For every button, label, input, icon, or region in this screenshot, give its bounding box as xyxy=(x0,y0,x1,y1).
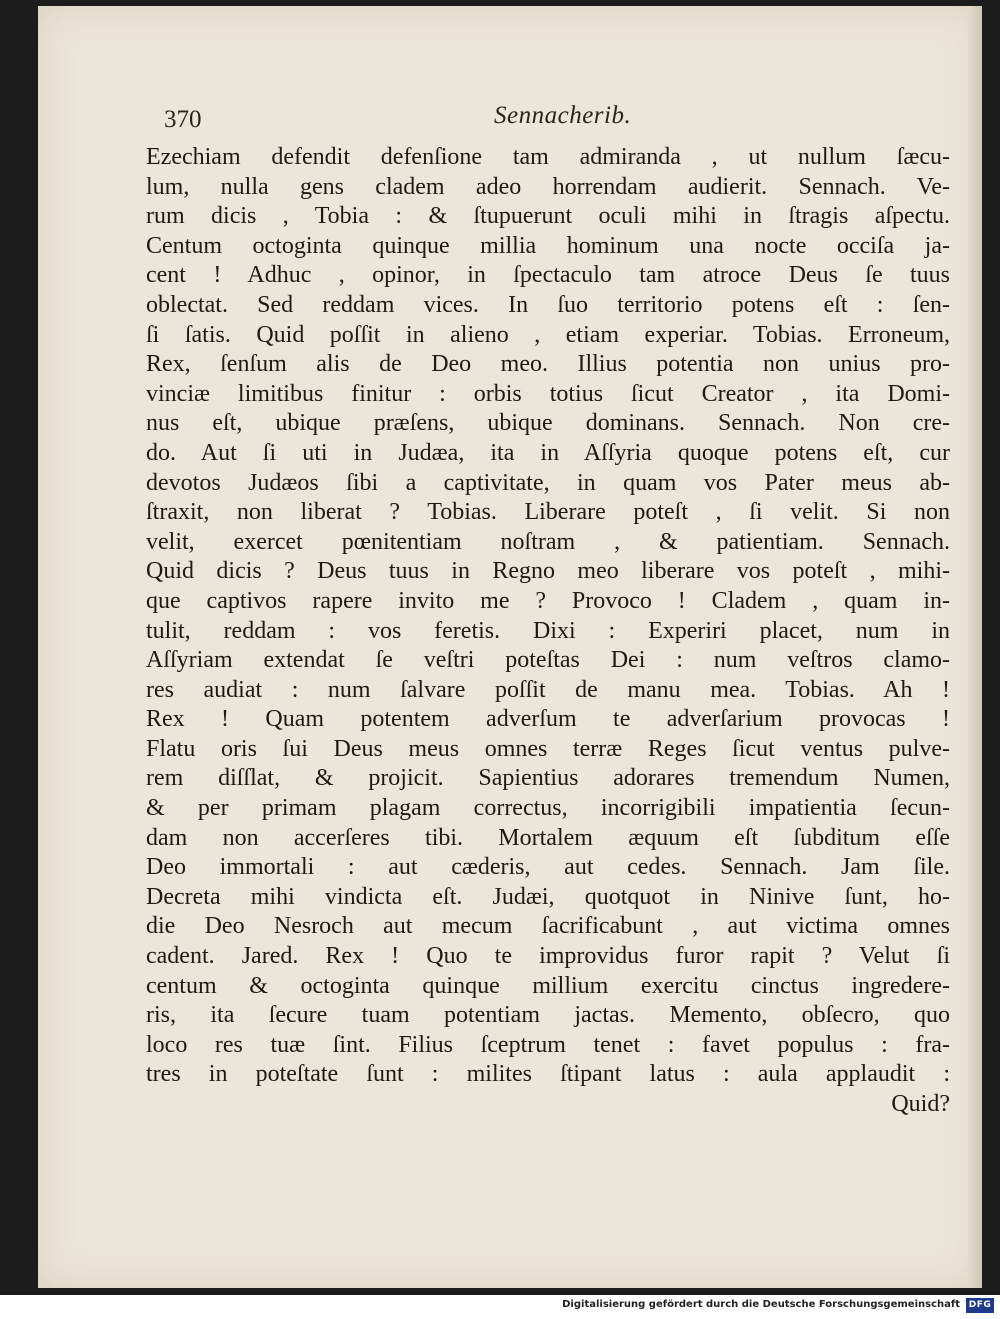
text-line: ſtraxit, non liberat ? Tobias. Liberare poteſt , ſi velit. Si non xyxy=(146,499,950,526)
text-line: tulit, reddam : vos feretis. Dixi : Experiri placet, num in xyxy=(146,617,950,644)
text-line: ris, ita ſecure tuam potentiam jactas. Memento, obſecro, quo xyxy=(146,1002,950,1029)
text-line: que captivos rapere invito me ? Provoco ! Cladem , quam in- xyxy=(146,587,950,614)
text-line: vinciæ limitibus finitur : orbis totius ſicut Creator , ita Domi- xyxy=(146,380,950,407)
running-title: Sennacherib. xyxy=(494,102,632,129)
text-line: res audiat : num ſalvare poſſit de manu mea. Tobias. Ah ! xyxy=(146,676,950,703)
text-line: ſi ſatis. Quid poſſit in alieno , etiam experiar. Tobias. Erroneum, xyxy=(146,321,950,348)
digitization-credit: Digitalisierung gefördert durch die Deutsche Forschungsgemeinschaft xyxy=(562,1299,960,1310)
page-number: 370 xyxy=(164,106,202,133)
text-line: cadent. Jared. Rex ! Quo te improvidus furor rapit ? Velut ſi xyxy=(146,943,950,970)
text-line: Quid dicis ? Deus tuus in Regno meo liberare vos poteſt , mihi- xyxy=(146,558,950,585)
text-line: Rex, ſenſum alis de Deo meo. Illius potentia non unius pro- xyxy=(146,351,950,378)
text-line: velit, exercet pœnitentiam noſtram , & patientiam. Sennach. xyxy=(146,528,950,555)
text-line: centum & octoginta quinque millium exercitu cinctus ingredere- xyxy=(146,972,950,999)
text-line: tres in poteſtate ſunt : milites ſtipant latus : aula applaudit : xyxy=(146,1061,950,1088)
footer-bar xyxy=(0,1295,1000,1319)
text-line: Deo immortali : aut cæderis, aut cedes. Sennach. Jam ſile. xyxy=(146,854,950,881)
text-line: Aſſyriam extendat ſe veſtri poteſtas Dei : num veſtros clamo- xyxy=(146,647,950,674)
text-line: & per primam plagam correctus, incorrigibili impatientia ſecun- xyxy=(146,795,950,822)
text-line: dam non accerſeres tibi. Mortalem æquum eſt ſubditum eſſe xyxy=(146,824,950,851)
dfg-logo: DFG xyxy=(966,1298,994,1313)
text-line: Ezechiam defendit defenſione tam admiranda , ut nullum ſæcu- xyxy=(146,144,950,170)
text-line: loco res tuæ ſint. Filius ſceptrum tenet : favet populus : fra- xyxy=(146,1031,950,1058)
text-line: lum, nulla gens cladem adeo horrendam audierit. Sennach. Ve- xyxy=(146,173,950,200)
text-line: Rex ! Quam potentem adverſum te adverſarium provocas ! xyxy=(146,706,950,733)
running-head xyxy=(164,102,924,138)
page-edge xyxy=(968,6,982,1288)
text-line: nus eſt, ubique præſens, ubique dominans. Sennach. Non cre- xyxy=(146,410,950,437)
text-line: devotos Judæos ſibi a captivitate, in quam vos Pater meus ab- xyxy=(146,469,950,496)
text-line: die Deo Nesroch aut mecum ſacrificabunt , aut victima omnes xyxy=(146,913,950,940)
text-line: Centum octoginta quinque millia hominum una nocte occiſa ja- xyxy=(146,232,950,259)
catchword: Quid? xyxy=(891,1091,950,1117)
text-line: rum dicis , Tobia : & ſtupuerunt oculi mihi in ſtragis aſpectu. xyxy=(146,203,950,230)
text-line: Flatu oris ſui Deus meus omnes terræ Reges ſicut ventus pulve- xyxy=(146,735,950,762)
body-text xyxy=(146,143,950,1120)
text-line: Decreta mihi vindicta eſt. Judæi, quotquot in Ninive ſunt, ho- xyxy=(146,883,950,910)
text-line: rem diſſlat, & projicit. Sapientius adorares tremendum Numen, xyxy=(146,765,950,792)
text-line: cent ! Adhuc , opinor, in ſpectaculo tam atroce Deus ſe tuus xyxy=(146,262,950,289)
text-line: oblectat. Sed reddam vices. In ſuo territorio potens eſt : ſen- xyxy=(146,291,950,318)
text-line: do. Aut ſi uti in Judæa, ita in Aſſyria quoque potens eſt, cur xyxy=(146,439,950,466)
